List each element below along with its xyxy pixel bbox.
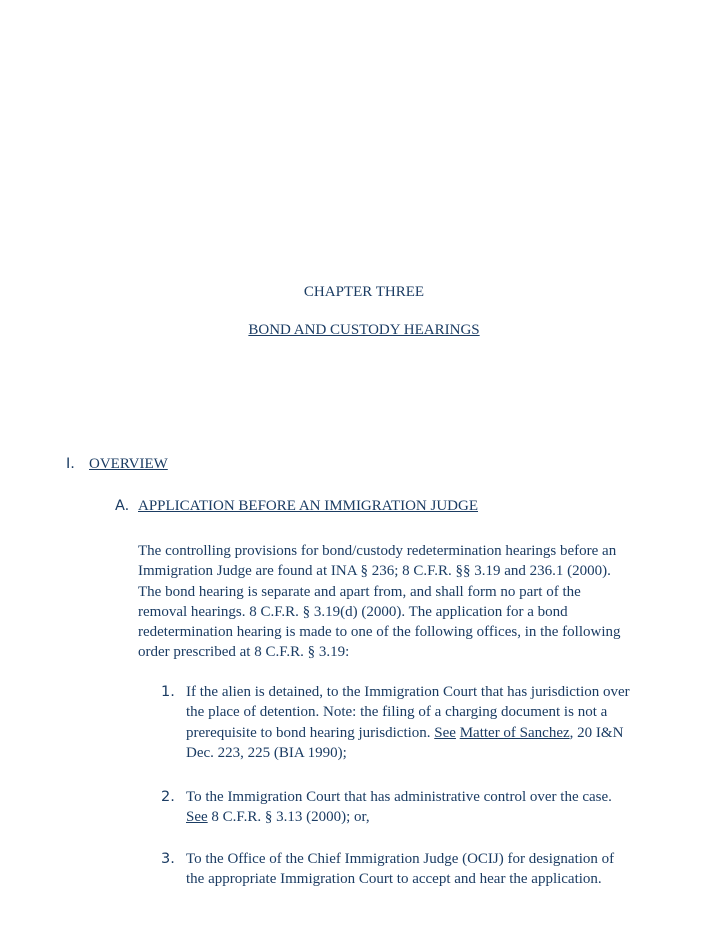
chapter-title: CHAPTER THREE: [303, 284, 425, 300]
list-item-number: 2.: [161, 789, 175, 805]
list-item-text: prerequisite to bond hearing jurisdiction.: [186, 724, 435, 741]
list-item-3: [161, 849, 681, 890]
list-item-line: Dec. 223, 225 (BIA 1990);: [186, 744, 347, 761]
list-item-line: [186, 807, 681, 827]
list-item-line: the place of detention. Note: the filing of a charging document is not a: [186, 704, 608, 721]
list-item-line: the appropriate Immigration Court to accept and hear the application.: [186, 871, 602, 888]
list-item-number: 1.: [161, 684, 175, 700]
list-item-line: To the Office of the Chief Immigration Judge (OCIJ) for designation of: [186, 851, 615, 867]
section-a-heading: [115, 497, 478, 515]
section-a-title: APPLICATION BEFORE AN IMMIGRATION JUDGE: [138, 498, 479, 514]
list-item-line: [186, 723, 681, 743]
section-1-marker: I.: [66, 456, 75, 472]
body-paragraph: [138, 541, 678, 663]
list-item-number: 3.: [161, 851, 175, 867]
chapter-subtitle-text: BOND AND CUSTODY HEARINGS: [248, 322, 480, 338]
paragraph-line: The bond hearing is separate and apart from, and shall form no part of the: [138, 583, 581, 600]
list-item-body: [186, 682, 681, 763]
see-signal: See: [434, 724, 456, 741]
list-item-line: If the alien is detained, to the Immigration Court that has jurisdiction over: [186, 684, 630, 700]
section-a-marker: A.: [115, 498, 130, 514]
citation-text: , 20 I&N: [569, 724, 624, 741]
citation-text: 8 C.F.R. § 3.13 (2000); or,: [207, 809, 370, 826]
list-item-1: [161, 682, 681, 763]
section-1-heading: [66, 455, 168, 473]
paragraph-line: The controlling provisions for bond/custody redetermination hearings before an: [138, 543, 617, 559]
list-item-body: [186, 787, 681, 828]
section-1-title: OVERVIEW: [89, 456, 168, 472]
list-item-body: [186, 849, 681, 890]
paragraph-line: redetermination hearing is made to one of the following offices, in the following: [138, 624, 621, 641]
list-item-line: To the Immigration Court that has administrative control over the case.: [186, 789, 612, 805]
paragraph-line: order prescribed at 8 C.F.R. § 3.19:: [138, 644, 350, 661]
paragraph-line: removal hearings. 8 C.F.R. § 3.19(d) (2000). The application for a bond: [138, 603, 568, 620]
chapter-subtitle: [0, 321, 728, 339]
see-signal: See: [186, 809, 208, 826]
case-citation: Matter of Sanchez: [459, 724, 570, 741]
paragraph-line: Immigration Judge are found at INA § 236; 8 C.F.R. §§ 3.19 and 236.1 (2000).: [138, 563, 611, 580]
list-item-2: [161, 787, 681, 828]
